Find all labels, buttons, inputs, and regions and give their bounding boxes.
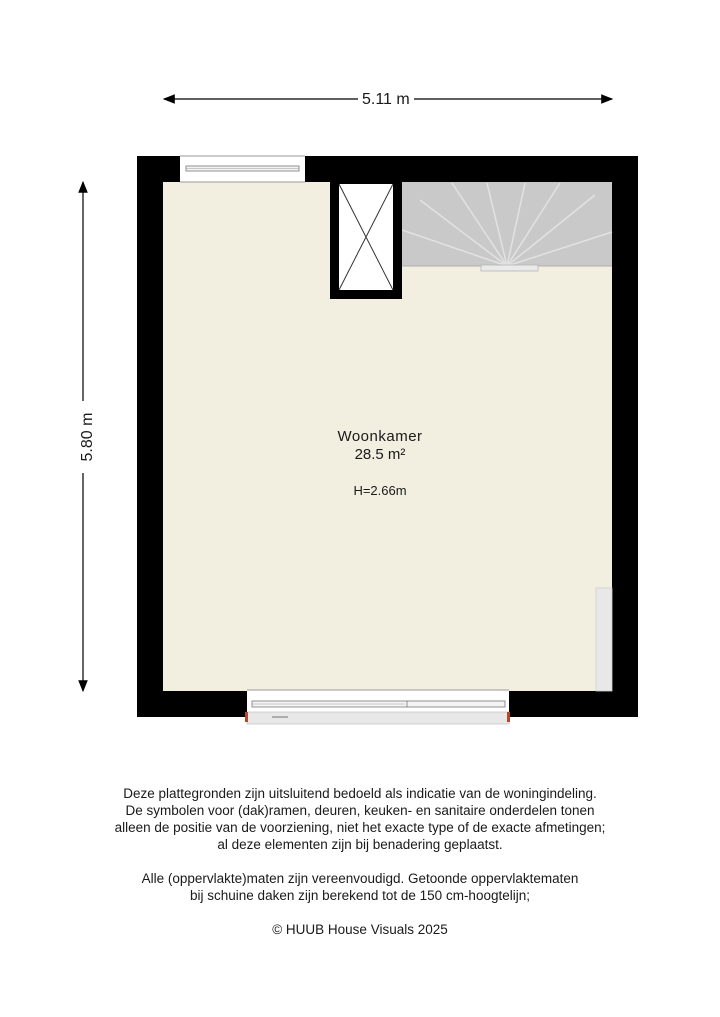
room-ceiling-height: H=2.66m — [353, 483, 407, 498]
copyright: © HUUB House Visuals 2025 — [272, 922, 448, 937]
height-dimension-label: 5.80 m — [79, 401, 97, 473]
bottom-sliding-door — [245, 690, 510, 724]
width-dimension-label: 5.11 m — [358, 91, 414, 109]
top-window — [180, 156, 305, 182]
disclaimer — [60, 785, 660, 938]
disclaimer-line: De symbolen voor (dak)ramen, deuren, keuken- en sanitaire onderdelen tonen — [125, 803, 595, 818]
disclaimer-line: Alle (oppervlakte)maten zijn vereenvoudigd. Getoonde oppervlaktematen — [141, 871, 579, 886]
room-name: Woonkamer — [337, 428, 423, 445]
disclaimer-line: al deze elementen zijn bij benadering geplaatst. — [217, 837, 503, 852]
shaft-void — [330, 182, 402, 299]
room-area: 28.5 m² — [354, 446, 406, 463]
staircase — [402, 182, 612, 271]
radiator — [596, 588, 612, 691]
disclaimer-line: bij schuine daken zijn berekend tot de 150 cm-hoogtelijn; — [190, 888, 530, 903]
disclaimer-line: alleen de positie van de voorziening, niet het exacte type of de exacte afmetingen; — [114, 820, 606, 835]
disclaimer-line: Deze plattegronden zijn uitsluitend bedoeld als indicatie van de woningindeling. — [123, 786, 597, 801]
stair-handrail — [481, 265, 538, 271]
